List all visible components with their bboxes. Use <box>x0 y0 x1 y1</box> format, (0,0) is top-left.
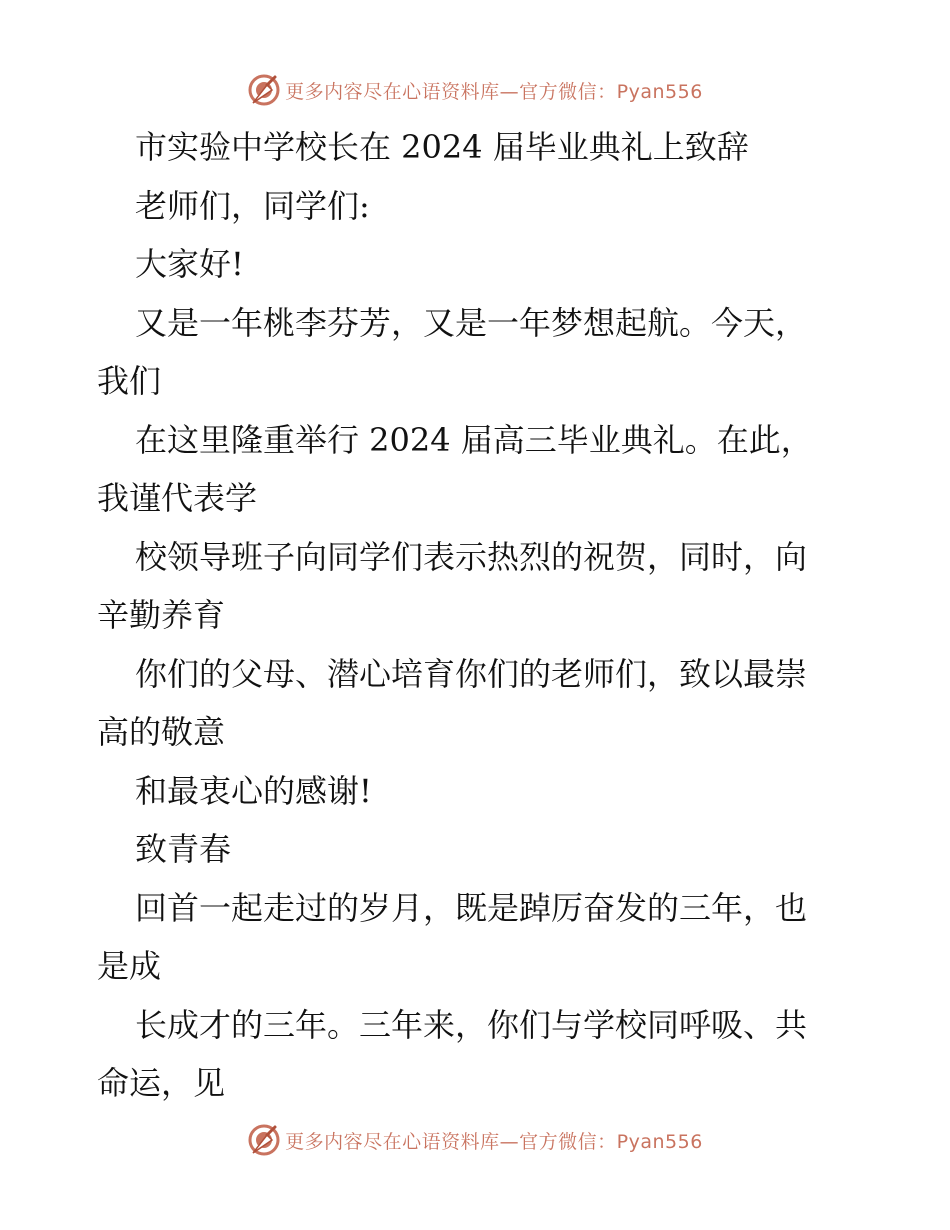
text-line: 高的敬意 <box>97 713 226 751</box>
text-line: 命运，见 <box>97 1064 226 1102</box>
text-line: 回首一起走过的岁月，既是踔厉奋发的三年，也 <box>135 888 808 927</box>
text-line: 我谨代表学 <box>97 479 258 517</box>
text-line: 致青春 <box>135 830 232 868</box>
text-line: 长成才的三年。三年来，你们与学校同呼吸、共 <box>135 1005 808 1044</box>
speech-body <box>97 118 857 1113</box>
footer-watermark <box>0 1120 950 1160</box>
header-watermark <box>0 70 950 110</box>
text-line: 辛勤养育 <box>97 596 226 634</box>
pen-nib-seal-icon <box>247 73 281 107</box>
text-line: 在这里隆重举行 2024 届高三毕业典礼。在此， <box>135 420 813 459</box>
text-line: 我们 <box>97 362 162 400</box>
watermark-text: 更多内容尽在心语资料库—官方微信：Pyan556 <box>285 80 703 103</box>
text-line: 和最衷心的感谢! <box>135 771 372 810</box>
text-line: 市实验中学校长在 2024 届毕业典礼上致辞 <box>135 128 749 166</box>
text-line: 又是一年桃李芬芳，又是一年梦想起航。今天， <box>135 303 808 342</box>
text-line: 你们的父母、潜心培育你们的老师们，致以最崇 <box>135 654 808 693</box>
text-line: 老师们，同学们: <box>135 186 370 225</box>
text-line: 是成 <box>97 947 162 985</box>
watermark-text: 更多内容尽在心语资料库—官方微信：Pyan556 <box>285 1130 703 1153</box>
text-line: 大家好! <box>135 245 244 283</box>
pen-nib-seal-icon <box>247 1123 281 1157</box>
text-line: 校领导班子向同学们表示热烈的祝贺，同时，向 <box>135 537 808 576</box>
